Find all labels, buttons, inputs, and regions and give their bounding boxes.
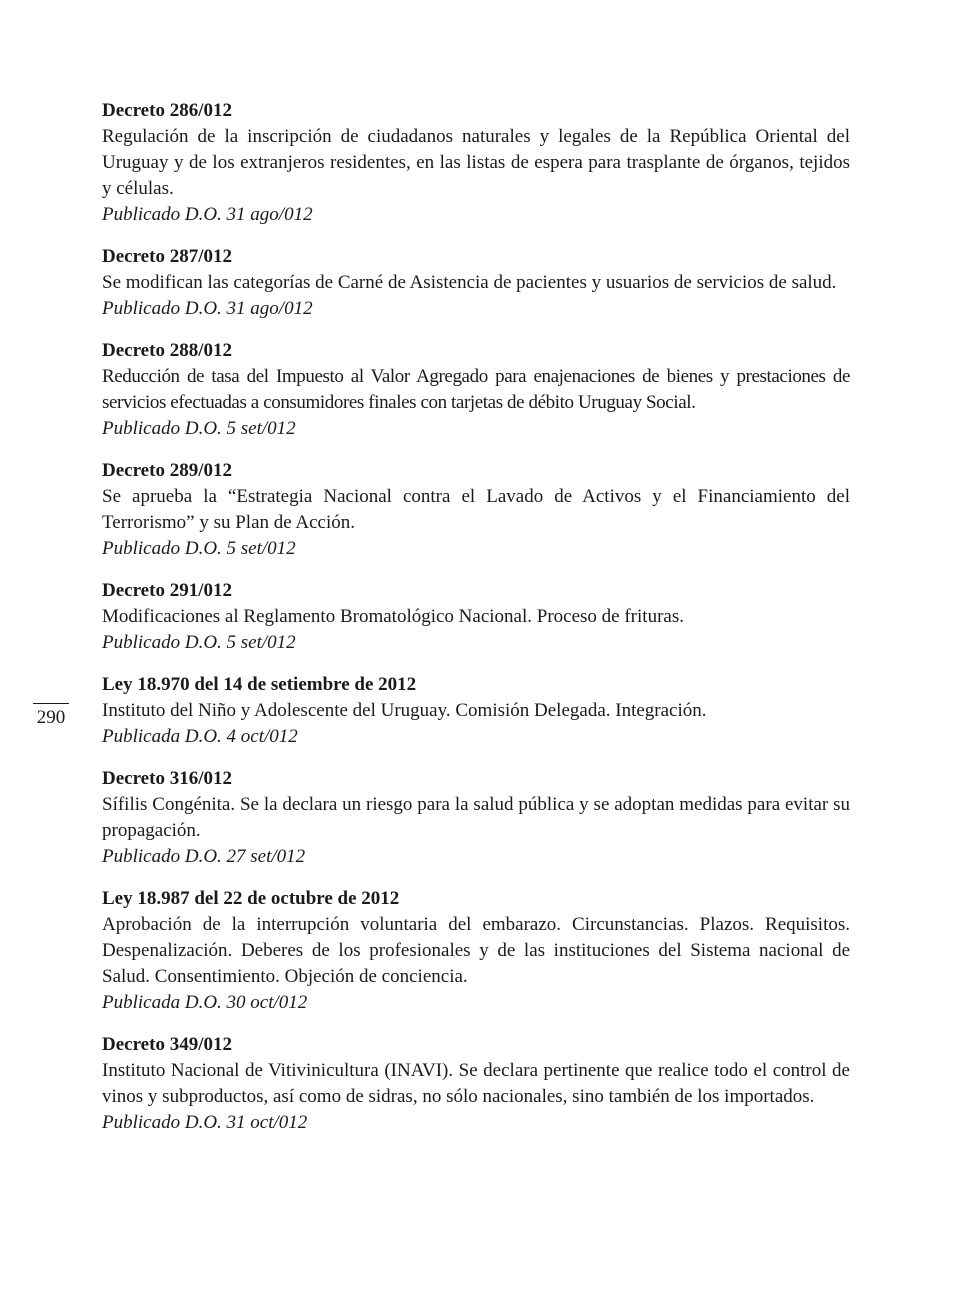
entry-publication: Publicado D.O. 31 ago/012: [102, 298, 313, 319]
entry-description: Se modifican las categorías de Carné de Asistencia de pacientes y usuarios de servicios de salud.: [102, 272, 837, 293]
law-entry: [102, 672, 850, 750]
entry-title: Decreto 349/012: [102, 1034, 232, 1055]
decree-entry: [102, 578, 850, 656]
entry-publication: Publicado D.O. 5 set/012: [102, 418, 296, 439]
entry-title: Decreto 288/012: [102, 340, 232, 361]
entry-publication: Publicada D.O. 30 oct/012: [102, 992, 308, 1013]
entry-description: Instituto Nacional de Vitivinicultura (INAVI). Se declara pertinente que realice todo el control de vinos y subproductos, así como de sidras, no sólo nacionales, sino también de los importados.: [102, 1060, 850, 1107]
decree-entry: [102, 98, 850, 228]
decree-entry: [102, 766, 850, 870]
decree-entry: [102, 244, 850, 322]
document-body: [102, 98, 850, 1152]
entry-publication: Publicado D.O. 5 set/012: [102, 632, 296, 653]
decree-entry: [102, 1032, 850, 1136]
entry-description: Sífilis Congénita. Se la declara un riesgo para la salud pública y se adoptan medidas para evitar su propagación.: [102, 794, 850, 841]
entry-publication: Publicado D.O. 27 set/012: [102, 846, 306, 867]
decree-entry: [102, 338, 850, 442]
entry-publication: Publicada D.O. 4 oct/012: [102, 726, 298, 747]
entry-description: Modificaciones al Reglamento Bromatológico Nacional. Proceso de frituras.: [102, 606, 684, 627]
entry-title: Ley 18.987 del 22 de octubre de 2012: [102, 888, 400, 909]
entry-title: Decreto 291/012: [102, 580, 232, 601]
page-number-rule: [33, 703, 69, 704]
entry-publication: Publicado D.O. 31 oct/012: [102, 1112, 308, 1133]
entry-title: Decreto 286/012: [102, 100, 232, 121]
entry-publication: Publicado D.O. 5 set/012: [102, 538, 296, 559]
entry-description: Aprobación de la interrupción voluntaria del embarazo. Circunstancias. Plazos. Requisitos. Despenalización. Deberes de los profesionales y de las instituciones del Sistema nacional de Salud. Consentimiento. Objeción de conciencia.: [102, 914, 850, 987]
law-entry: [102, 886, 850, 1016]
entry-publication: Publicado D.O. 31 ago/012: [102, 204, 313, 225]
entry-title: Decreto 289/012: [102, 460, 232, 481]
entry-title: Decreto 316/012: [102, 768, 232, 789]
entry-description: Se aprueba la “Estrategia Nacional contra el Lavado de Activos y el Financiamiento del Terrorismo” y su Plan de Acción.: [102, 486, 850, 533]
entry-title: Decreto 287/012: [102, 246, 232, 267]
entry-description: Reducción de tasa del Impuesto al Valor Agregado para enajenaciones de bienes y prestaciones de servicios efectuadas a consumidores finales con tarjetas de débito Uruguay Social.: [102, 366, 850, 413]
entry-title: Ley 18.970 del 14 de setiembre de 2012: [102, 674, 417, 695]
decree-entry: [102, 458, 850, 562]
entry-description: Instituto del Niño y Adolescente del Uruguay. Comisión Delegada. Integración.: [102, 700, 707, 721]
entry-description: Regulación de la inscripción de ciudadanos naturales y legales de la República Oriental del Uruguay y de los extranjeros residentes, en las listas de espera para trasplante de órganos, tejidos y células.: [102, 126, 850, 199]
page-number: 290: [36, 707, 66, 728]
